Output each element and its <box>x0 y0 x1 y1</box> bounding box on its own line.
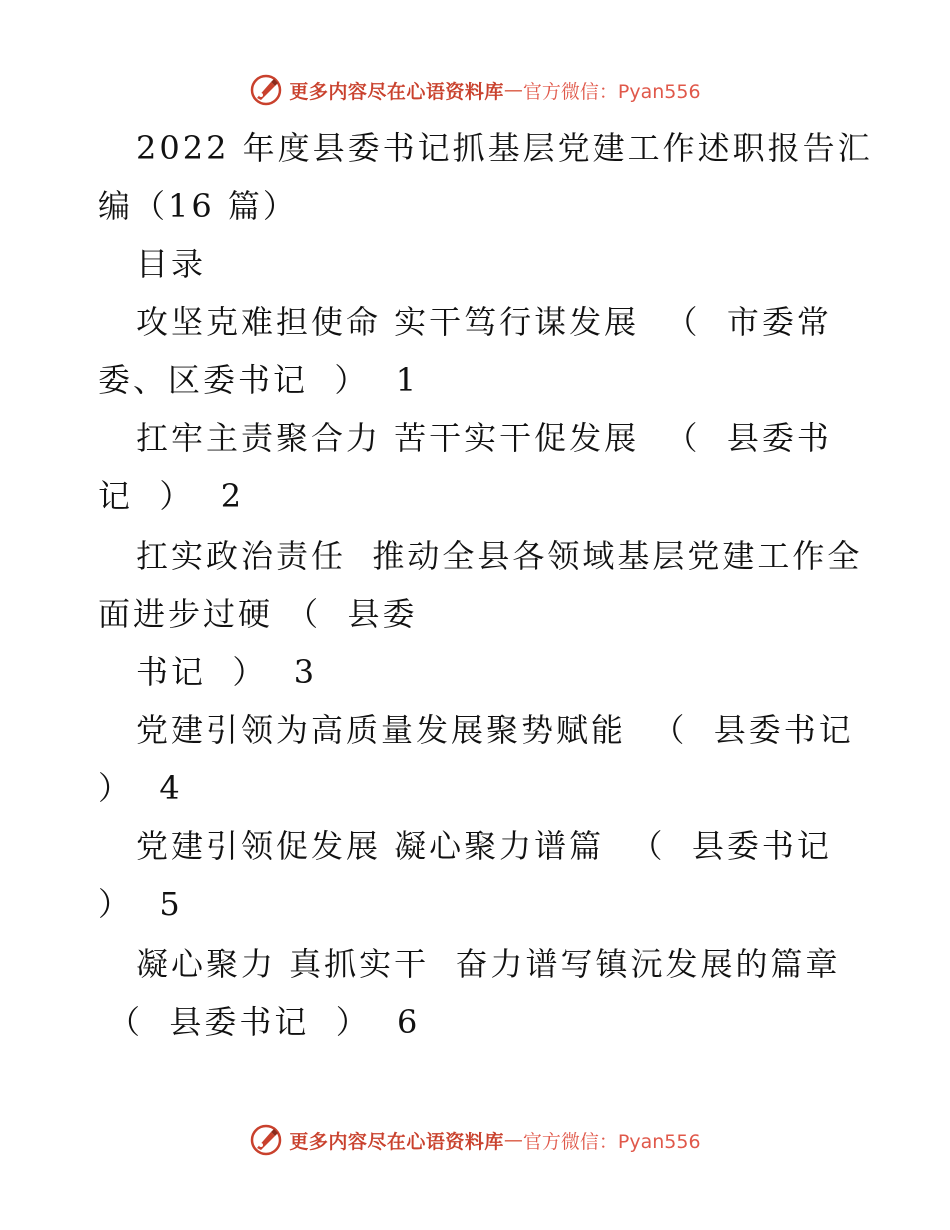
toc-entry-3-line3: 书记 ） 3 <box>136 653 318 691</box>
toc-entry-4-line2: ） 4 <box>98 769 183 807</box>
footer-watermark <box>0 1120 950 1160</box>
toc-entry-6-line1: 凝心聚力 真抓实干 奋力谱写镇沅发展的篇章 <box>136 945 841 983</box>
toc-entry-2-line2: 记 ） 2 <box>98 477 245 515</box>
document-title-line1: 2022 年度县委书记抓基层党建工作述职报告汇 <box>136 129 873 167</box>
toc-entry-2-line1: 扛牢主责聚合力 苦干实干促发展 （ 县委书 <box>136 419 832 457</box>
toc-entry-1-line1: 攻坚克难担使命 实干笃行谋发展 （ 市委常 <box>136 303 832 341</box>
pen-circle-logo-icon <box>249 1123 283 1157</box>
toc-entry-5-line2: ） 5 <box>98 885 183 923</box>
pen-circle-logo-icon <box>249 73 283 107</box>
watermark-separator: — <box>503 1129 523 1151</box>
watermark-text: 更多内容尽在心语资料库 <box>289 80 504 103</box>
toc-entry-1-line2: 委、区委书记 ） 1 <box>98 361 420 399</box>
header-watermark <box>0 70 950 110</box>
watermark-contact: 官方微信：Pyan556 <box>522 1130 701 1153</box>
watermark-text: 更多内容尽在心语资料库 <box>289 1130 504 1153</box>
toc-entry-6-line2: （ 县委书记 ） 6 <box>108 1003 421 1041</box>
toc-entry-5-line1: 党建引领促发展 凝心聚力谱篇 （ 县委书记 <box>136 827 832 865</box>
watermark-contact: 官方微信：Pyan556 <box>522 80 701 103</box>
watermark-separator: — <box>503 79 523 101</box>
toc-entry-3-line2: 面进步过硬 （ 县委 <box>98 595 418 633</box>
toc-heading: 目录 <box>136 245 207 283</box>
document-title-line2: 编（16 篇） <box>98 187 298 225</box>
toc-entry-4-line1: 党建引领为高质量发展聚势赋能 （ 县委书记 <box>136 711 854 749</box>
toc-entry-3-line1: 扛实政治责任 推动全县各领域基层党建工作全 <box>136 537 863 575</box>
